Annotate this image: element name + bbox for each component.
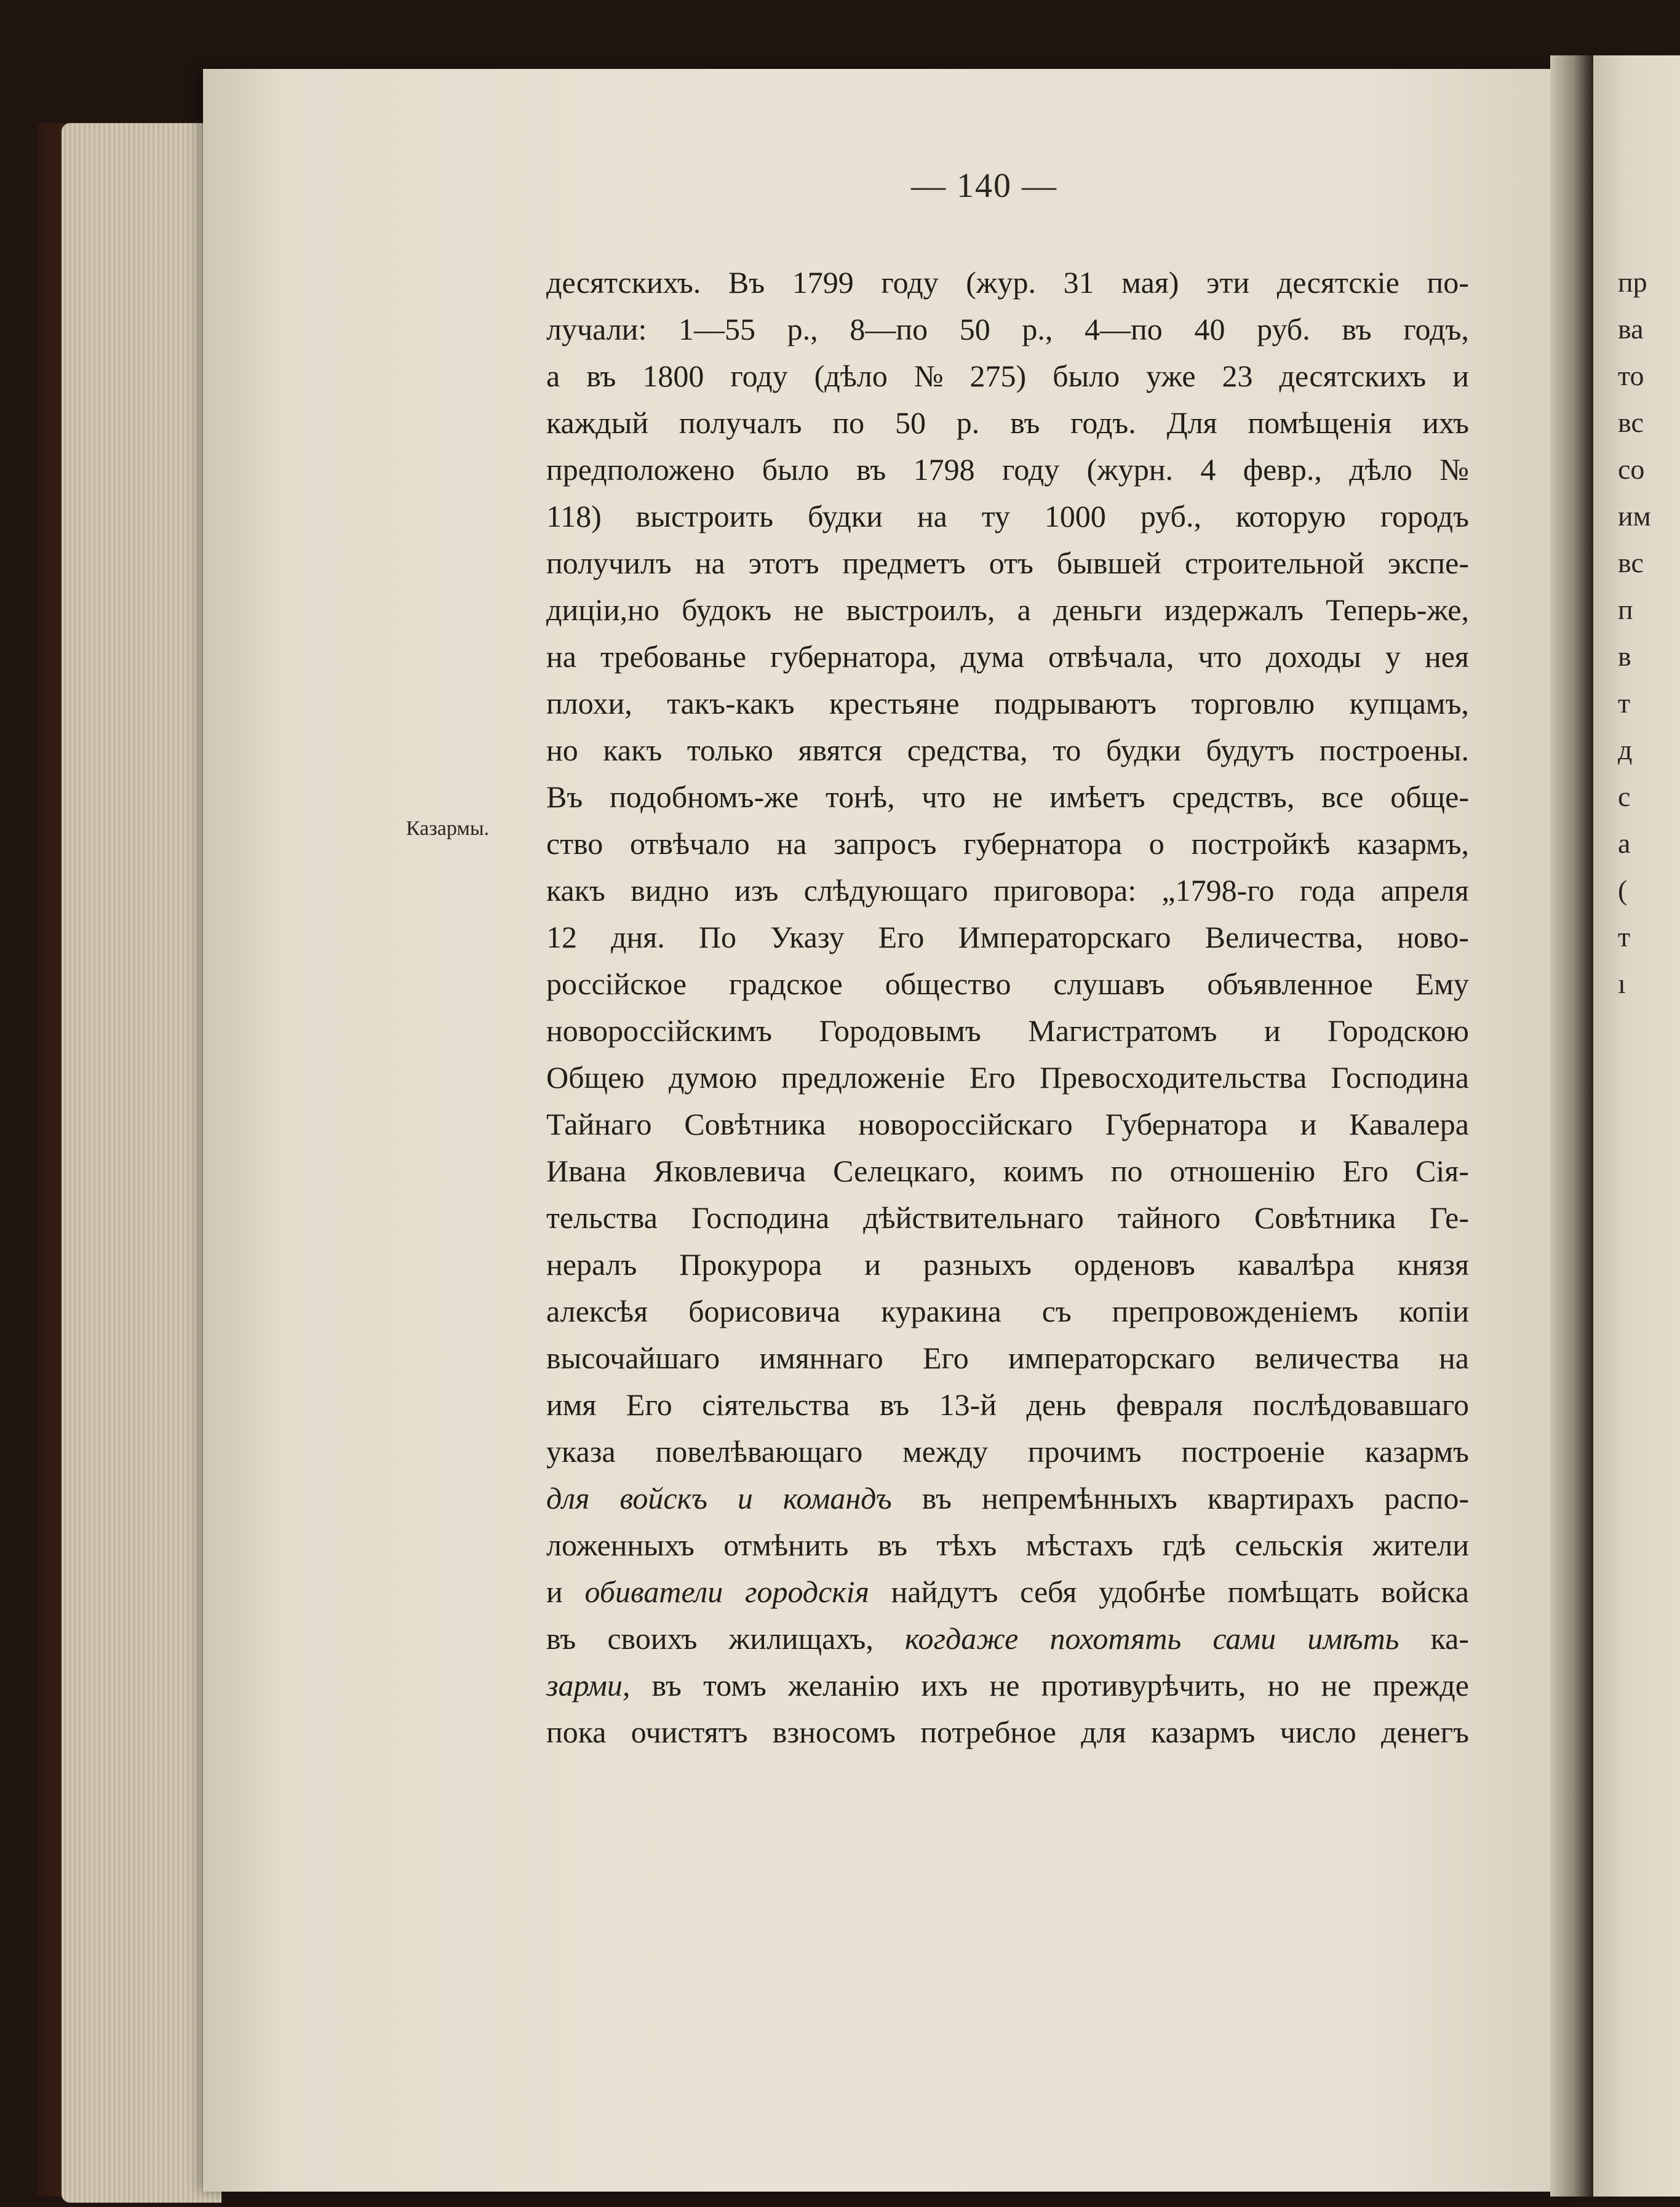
text-line: какъ видно изъ слѣдующаго приговора: „1798-го года апреля [546,873,1469,908]
right-page-fragment: в [1618,641,1631,672]
text-line: имя Его сіятельства въ 13-й день февраля послѣдовавшаго [546,1387,1469,1422]
right-page-fragment: со [1618,453,1645,485]
right-page-text-fragments [1618,259,1680,1007]
right-page-fragment: им [1618,500,1651,532]
right-page-fragment: ( [1618,874,1628,906]
text-line: предположено было въ 1798 году (журн. 4 февр., дѣло № [546,452,1469,487]
text-line: Ивана Яковлевича Селецкаго, коимъ по отношенію Его Сія- [546,1154,1469,1188]
right-page-fragment: вс [1618,547,1644,578]
text-line: нералъ Прокурора и разныхъ орденовъ кавалѣра князя [546,1247,1469,1282]
text-line: 12 дня. По Указу Его Императорскаго Величества, ново- [546,920,1469,954]
book-gutter [1550,55,1593,2197]
right-page-fragment: с [1618,781,1631,812]
text-line: каждый получалъ по 50 р. въ годъ. Для помѣщенія ихъ [546,405,1469,440]
text-line: а въ 1800 году (дѣло № 275) было уже 23 десятскихъ и [546,359,1469,393]
text-line: россійское градское общество слушавъ объявленное Ему [546,967,1469,1001]
text-line: на требованье губернатора, дума отвѣчала, что доходы у нея [546,639,1469,674]
text-line: новороссійскимъ Городовымъ Магистратомъ и Городскою [546,1013,1469,1048]
text-line: указа повелѣвающаго между прочимъ построеніе казармъ [546,1434,1469,1469]
text-line: и обиватели городскія найдутъ себя удобнѣе помѣщать войска [546,1574,1469,1609]
text-line: ство отвѣчало на запросъ губернатора о постройкѣ казармъ, [546,826,1469,861]
text-line: Тайнаго Совѣтника новороссійскаго Губернатора и Кавалера [546,1107,1469,1141]
right-page-fragment: п [1618,594,1633,625]
text-line: 118) выстроить будки на ту 1000 руб., которую городъ [546,499,1469,533]
text-line: тельства Господина дѣйствительнаго тайного Совѣтника Ге- [546,1200,1469,1235]
text-line: но какъ только явятся средства, то будки будутъ построены. [546,733,1469,767]
right-page-fragment: вс [1618,407,1644,438]
body-text [546,259,1469,1755]
right-page-fragment: пр [1618,266,1647,298]
text-line: диціи,но будокъ не выстроилъ, а деньги издержалъ Теперь-же, [546,593,1469,627]
right-page-fragment: т [1618,921,1631,952]
right-page-fragment: то [1618,360,1644,391]
text-line: десятскихъ. Въ 1799 году (жур. 31 мая) эти десятскіе по- [546,265,1469,300]
text-line: плохи, такъ-какъ крестьяне подрываютъ торговлю купцамъ, [546,686,1469,720]
right-page-fragment: а [1618,828,1631,859]
right-page-fragment: ва [1618,313,1644,345]
page-number: — 140 — [911,167,1057,205]
text-line: высочайшаго имяннаго Его императорскаго величества на [546,1341,1469,1375]
text-line: для войскъ и командъ въ непремѣнныхъ квартирахъ распо- [546,1481,1469,1515]
text-line: Въ подобномъ-же тонѣ, что не имѣетъ средствъ, все обще- [546,780,1469,814]
text-line: пока очистятъ взносомъ потребное для казармъ число денегъ [546,1715,1469,1749]
text-line: получилъ на этотъ предметъ отъ бывшей строительной экспе- [546,546,1469,580]
text-line: въ своихъ жилищахъ, когдаже похотять сами имѣть ка- [546,1621,1469,1656]
text-line: алексѣя борисовича куракина съ препровожденіемъ копіи [546,1294,1469,1328]
text-line: лучали: 1—55 р., 8—по 50 р., 4—по 40 руб. въ годъ, [546,312,1469,346]
right-page-fragment: ı [1618,968,1626,999]
text-line: ложенныхъ отмѣнить въ тѣхъ мѣстахъ гдѣ сельскія жители [546,1528,1469,1562]
stacked-page-edges [62,123,221,2203]
text-line: зарми, въ томъ желанію ихъ не противурѣчить, но не прежде [546,1668,1469,1702]
text-line: Общею думою предложеніе Его Превосходительства Господина [546,1060,1469,1095]
right-page-fragment: д [1618,734,1633,765]
margin-note: Казармы. [406,817,490,840]
right-page-fragment: т [1618,687,1631,719]
